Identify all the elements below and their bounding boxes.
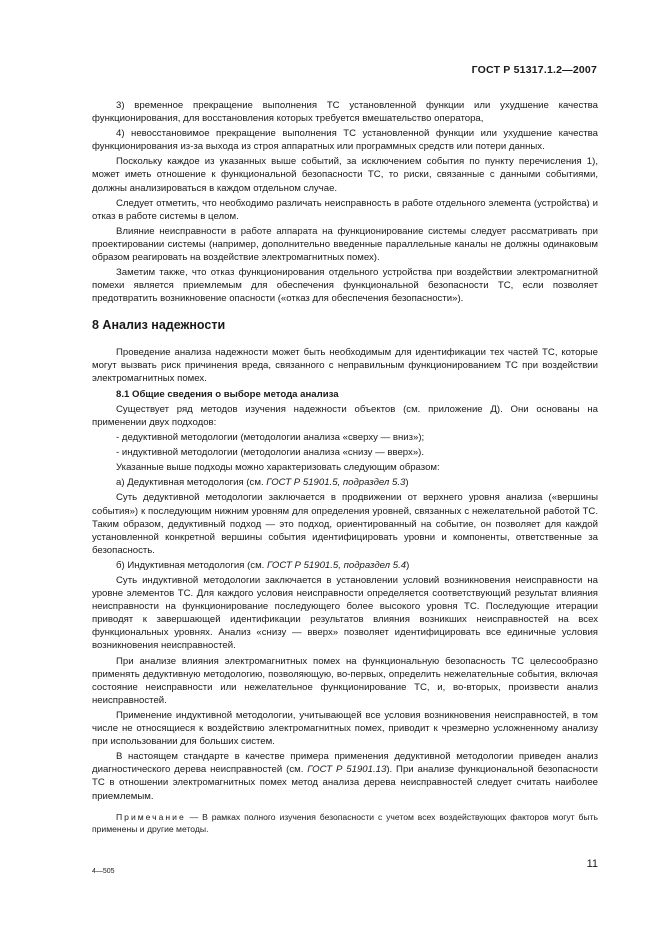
method-a-heading <box>92 476 598 489</box>
note-label: Примечание <box>116 811 186 822</box>
note-text: — В рамках полного изучения безопасности с учетом всех воздействующих факторов могут быть применены и другие методы. <box>92 811 598 834</box>
paragraph <box>92 750 598 802</box>
paragraph: Суть дедуктивной методологии заключается в продвижении от верхнего уровня анализа («вершины события») к последующим нижним уровням для определения уровней, связанных с нежелательной работой ТС. Таким образом, дедуктивный подход — это подход, ориентированный на событие, он позволяет для каждой установленной конкретной вершины события идентифицировать уровни и компоненты, ответственные за безопасность. <box>92 492 598 556</box>
paragraph: Поскольку каждое из указанных выше событий, за исключением события по пункту перечисления 1), может иметь отношение к функциональной безопасности ТС, то риски, связанные с данными событиями, должны анализироваться в каждом отдельном случае. <box>92 156 598 194</box>
method-b-suffix: ) <box>406 559 410 571</box>
paragraph: Применение индуктивной методологии, учитывающей все условия возникновения неисправностей, в том числе не относящиеся к воздействию электромагнитных помех, приводит к чрезмерно усложненному анализу при использовании для больших систем. <box>92 709 598 748</box>
paragraph: При анализе влияния электромагнитных помех на функциональную безопасность ТС целесообразно применять дедуктивную методологию, позволяющую, во-первых, определить нежелательные события, включая состояние неисправности или нежелательное функционирование ТС, и, во-вторых, произвести анализ неисправностей. <box>92 655 598 706</box>
list-item: - индуктивной методологии (методологии анализа «снизу — вверх»). <box>116 447 425 459</box>
p5-suffix: ). При анализе функциональной безопасности ТС в отношении электромагнитных помех метод анализа дерева неисправностей следует считать наиболее приемлемым. <box>92 764 599 802</box>
paragraph: Заметим также, что отказ функционирования отдельного устройства при воздействии электромагнитной помехи является приемлемым для обеспечения функциональной безопасности ТС, если позволяет предотвратить возникновение опасности («отказ для обеспечения безопасности»). <box>92 267 598 305</box>
note <box>92 811 598 836</box>
paragraph: Существует ряд методов изучения надежности объектов (см. приложение Д). Они основаны на применении двух подходов: <box>92 403 598 428</box>
method-b-reference: ГОСТ Р 51901.5, подраздел 5.4 <box>267 559 407 571</box>
p5-reference: ГОСТ Р 51901.13 <box>307 764 387 776</box>
paragraph: Следует отметить, что необходимо различать неисправность в работе отдельного элемента (устройства) и отказ в работе системы в целом. <box>92 197 598 222</box>
paragraph: 3) временное прекращение выполнения ТС установленной функции или ухудшение качества функционирования, для восстановления которых требуется вмешательство оператора, <box>92 100 598 125</box>
paragraph: Влияние неисправности в работе аппарата на функционирование системы следует рассматривать при проектировании системы (например, дополнительно введенные параллельные каналы не должны одинаковым образом реагировать на воздействие электромагнитных помех). <box>92 225 598 264</box>
sheet-code: 4—505 <box>92 868 115 875</box>
p5-prefix: В настоящем стандарте в качестве примера применения дедуктивной методологии приведен анализ диагностического дерева неисправностей (см. <box>92 751 598 776</box>
section-heading: 8 Анализ надежности <box>92 318 226 333</box>
method-a-prefix: а) Дедуктивная методология (см. <box>116 477 267 489</box>
page-body <box>92 99 598 835</box>
paragraph: Указанные выше подходы можно характеризовать следующим образом: <box>116 462 440 474</box>
document-code: ГОСТ Р 51317.1.2—2007 <box>471 64 597 76</box>
page-number: 11 <box>586 858 598 870</box>
subsection-heading: 8.1 Общие сведения о выборе метода анализа <box>116 388 339 400</box>
paragraph: 4) невосстановимое прекращение выполнения ТС установленной функции или ухудшение качества функционирования из-за выхода из строя аппаратных или программных средств или потери данных. <box>92 128 598 153</box>
method-a-reference: ГОСТ Р 51901.5, подраздел 5.3 <box>266 477 406 489</box>
method-b-prefix: б) Индуктивная методология (см. <box>116 559 268 571</box>
paragraph: Суть индуктивной методологии заключается в установлении условий возникновения неисправности на уровне элементов ТС. Для каждого условия неисправности определяется соответствующий результат влияния неисправности на функционирование последующего более высокого уровня ТС. Последующие итерации приводят к завершающей идентификации результатов влияния возникших неисправностей на всех функциональных уровнях. Анализ «снизу — вверх» позволяет идентифицировать все единичные условия возникновения неисправностей. <box>92 575 598 652</box>
method-b-heading <box>92 559 598 572</box>
list-item: - дедуктивной методологии (методологии анализа «сверху — вниз»); <box>116 432 425 444</box>
section-intro: Проведение анализа надежности может быть необходимым для идентификации тех частей ТС, которые могут вызвать риск причинения вреда, связанного с неправильным функционированием ТС при воздействии электромагнитных помех. <box>92 346 598 384</box>
method-a-suffix: ) <box>405 477 409 489</box>
